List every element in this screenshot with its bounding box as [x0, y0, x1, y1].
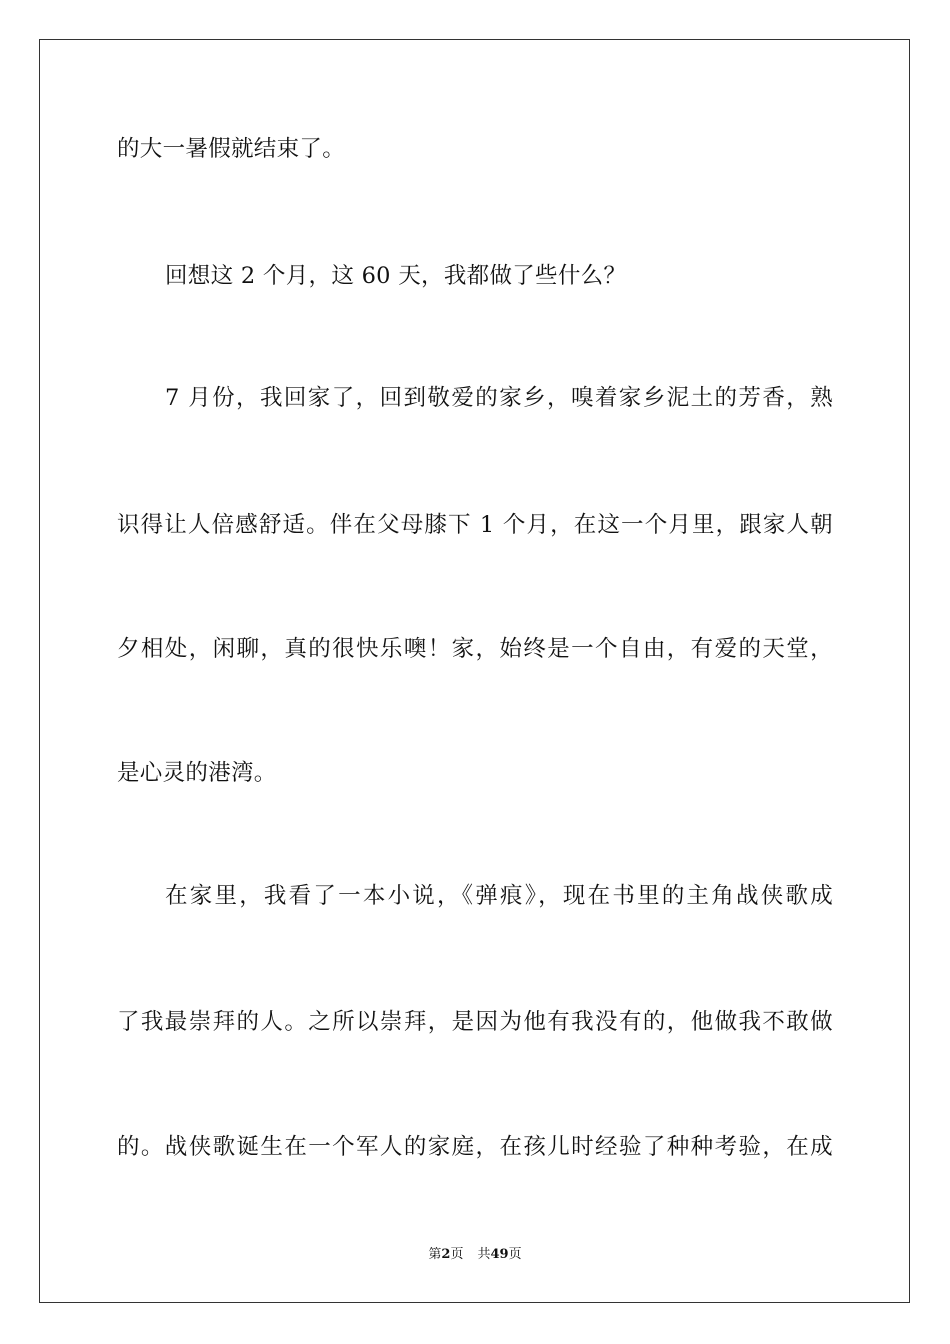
page-footer: [0, 1246, 950, 1264]
text-line: 7 月份，我回家了，回到敬爱的家乡，嗅着家乡泥土的芳香，熟: [165, 385, 833, 411]
text-line: 的。战侠歌诞生在一个军人的家庭，在孩儿时经验了种种考验，在成: [117, 1134, 833, 1160]
total-pages: 49: [490, 1247, 509, 1262]
text-line: 识得让人倍感舒适。伴在父母膝下 1 个月，在这一个月里，跟家人朝: [117, 512, 833, 538]
page-prefix: 第: [428, 1247, 442, 1262]
text-line: 在家里，我看了一本小说，《弹痕》，现在书里的主角战侠歌成: [165, 883, 833, 909]
text-line: 回想这 2 个月，这 60 天，我都做了些什么？: [165, 263, 627, 289]
text-line: 是心灵的港湾。: [117, 760, 277, 786]
page-number: 2: [441, 1247, 451, 1262]
page-suffix: 页: [450, 1247, 464, 1262]
text-line: 夕相处，闲聊，真的很快乐噢！家，始终是一个自由，有爱的天堂，: [117, 636, 833, 662]
total-suffix: 页: [508, 1247, 522, 1262]
text-line: 的大一暑假就结束了。: [117, 136, 346, 162]
page-border: [39, 39, 910, 1303]
text-line: 了我最崇拜的人。之所以崇拜，是因为他有我没有的，他做我不敢做: [117, 1009, 833, 1035]
total-prefix: 共: [477, 1247, 491, 1262]
